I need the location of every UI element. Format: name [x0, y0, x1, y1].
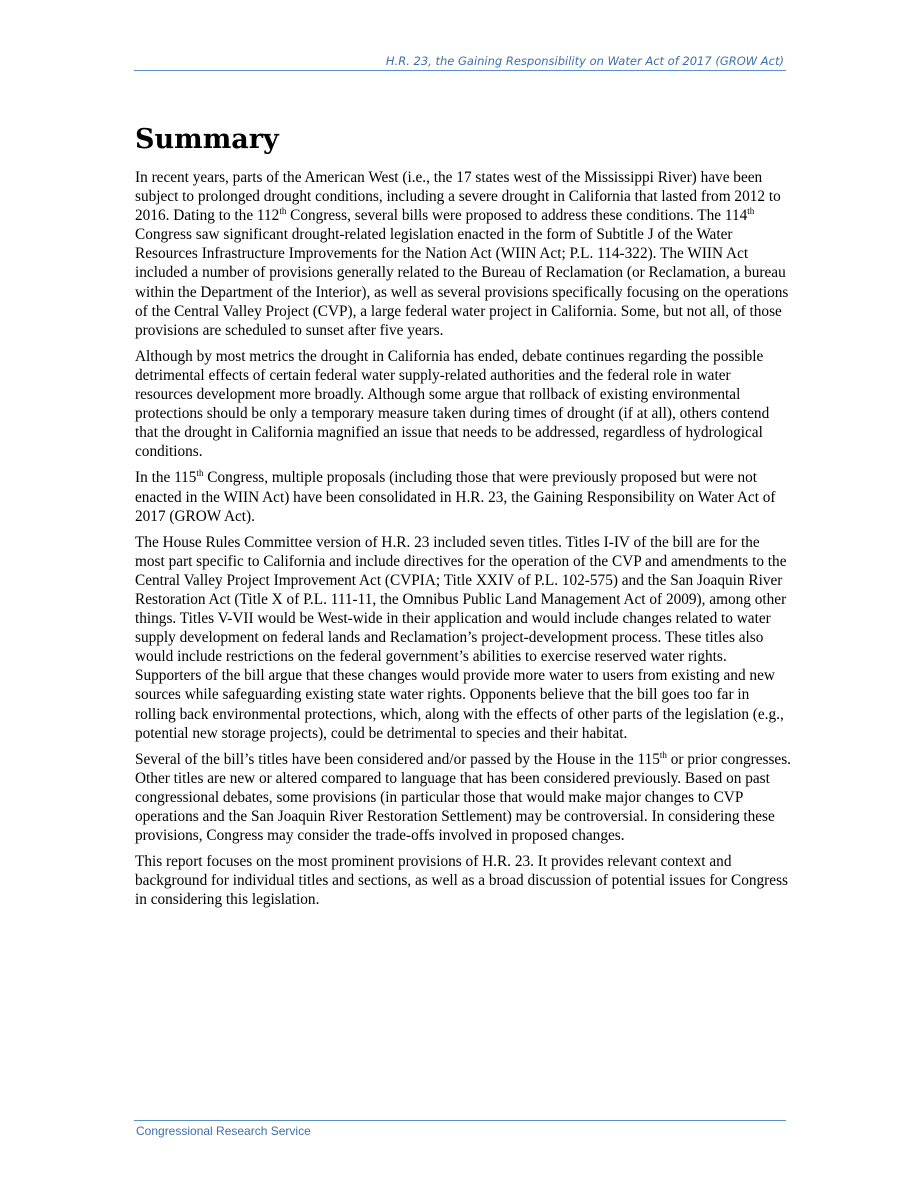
paragraph-6: This report focuses on the most prominent provisions of H.R. 23. It provides relevant context and background for individual titles and sections, as well as a broad discussion of potential issues for Congress in considering this legislation. — [135, 853, 788, 909]
paragraph-5: Several of the bill’s titles have been considered and/or passed by the House in the 115th or prior congresses. Other titles are new or altered compared to language that has been considered previously. Based on past congressional debates, some provisions (in particular those that would make major changes to CVP operations and the San Joaquin River Restoration Settlement) may be controversial. In considering these provisions, Congress may consider the trade-offs involved in proposed changes. — [135, 749, 791, 845]
paragraph-2: Although by most metrics the drought in California has ended, debate continues regarding the possible detrimental effects of certain federal water supply-related authorities and the federal role in water resources development more broadly. Although some argue that rollback of existing environmental protections should be only a temporary measure taken during times of drought (if at all), others contend that the drought in California magnified an issue that needs to be addressed, regardless of hydrological conditions. — [135, 347, 770, 461]
section-title: Summary — [135, 124, 279, 155]
running-header — [134, 54, 786, 71]
running-title: H.R. 23, the Gaining Responsibility on Water Act of 2017 (GROW Act) — [385, 54, 784, 68]
paragraph-3: In the 115th Congress, multiple proposals (including those that were previously proposed but were not enacted in the WIIN Act) have been consolidated in H.R. 23, the Gaining Responsibility on Water Act of 2017 (GROW Act). — [135, 468, 776, 525]
paragraph-1: In recent years, parts of the American West (i.e., the 17 states west of the Mississippi River) have been subject to prolonged drought conditions, including a severe drought in California that lasted from 2012 to 2016. Dating to the 112th Congress, several bills were proposed to address these conditions. The 114th Congress saw significant drought-related legislation enacted in the form of Subtitle J of the Water Resources Infrastructure Improvements for the Nation Act (WIIN Act; P.L. 114-322). The WIIN Act included a number of provisions generally related to the Bureau of Reclamation (or Reclamation, a bureau within the Department of the Interior), as well as several provisions specifically focusing on the operations of the Central Valley Project (CVP), a large federal water project in California. Some, but not all, of those provisions are scheduled to sunset after five years. — [135, 169, 789, 339]
summary-body — [135, 168, 791, 916]
page-footer — [134, 1120, 786, 1138]
footer-organization: Congressional Research Service — [136, 1124, 311, 1138]
paragraph-4: The House Rules Committee version of H.R. 23 included seven titles. Titles I-IV of the bill are for the most part specific to California and include directives for the operation of the CVP and amendments to the Central Valley Project Improvement Act (CVPIA; Title XXIV of P.L. 102-575) and the San Joaquin River Restoration Act (Title X of P.L. 111-11, the Omnibus Public Land Management Act of 2009), among other things. Titles V-VII would be West-wide in their application and would include changes related to water supply development on federal lands and Reclamation’s project-development process. These titles also would include restrictions on the federal government’s abilities to exercise reserved water rights. Supporters of the bill argue that these changes would provide more water to users from existing and new sources while safeguarding existing state water rights. Opponents believe that the bill goes too far in rolling back environmental protections, which, along with the effects of other parts of the legislation (e.g., potential new storage projects), could be detrimental to species and their habitat. — [135, 533, 787, 742]
